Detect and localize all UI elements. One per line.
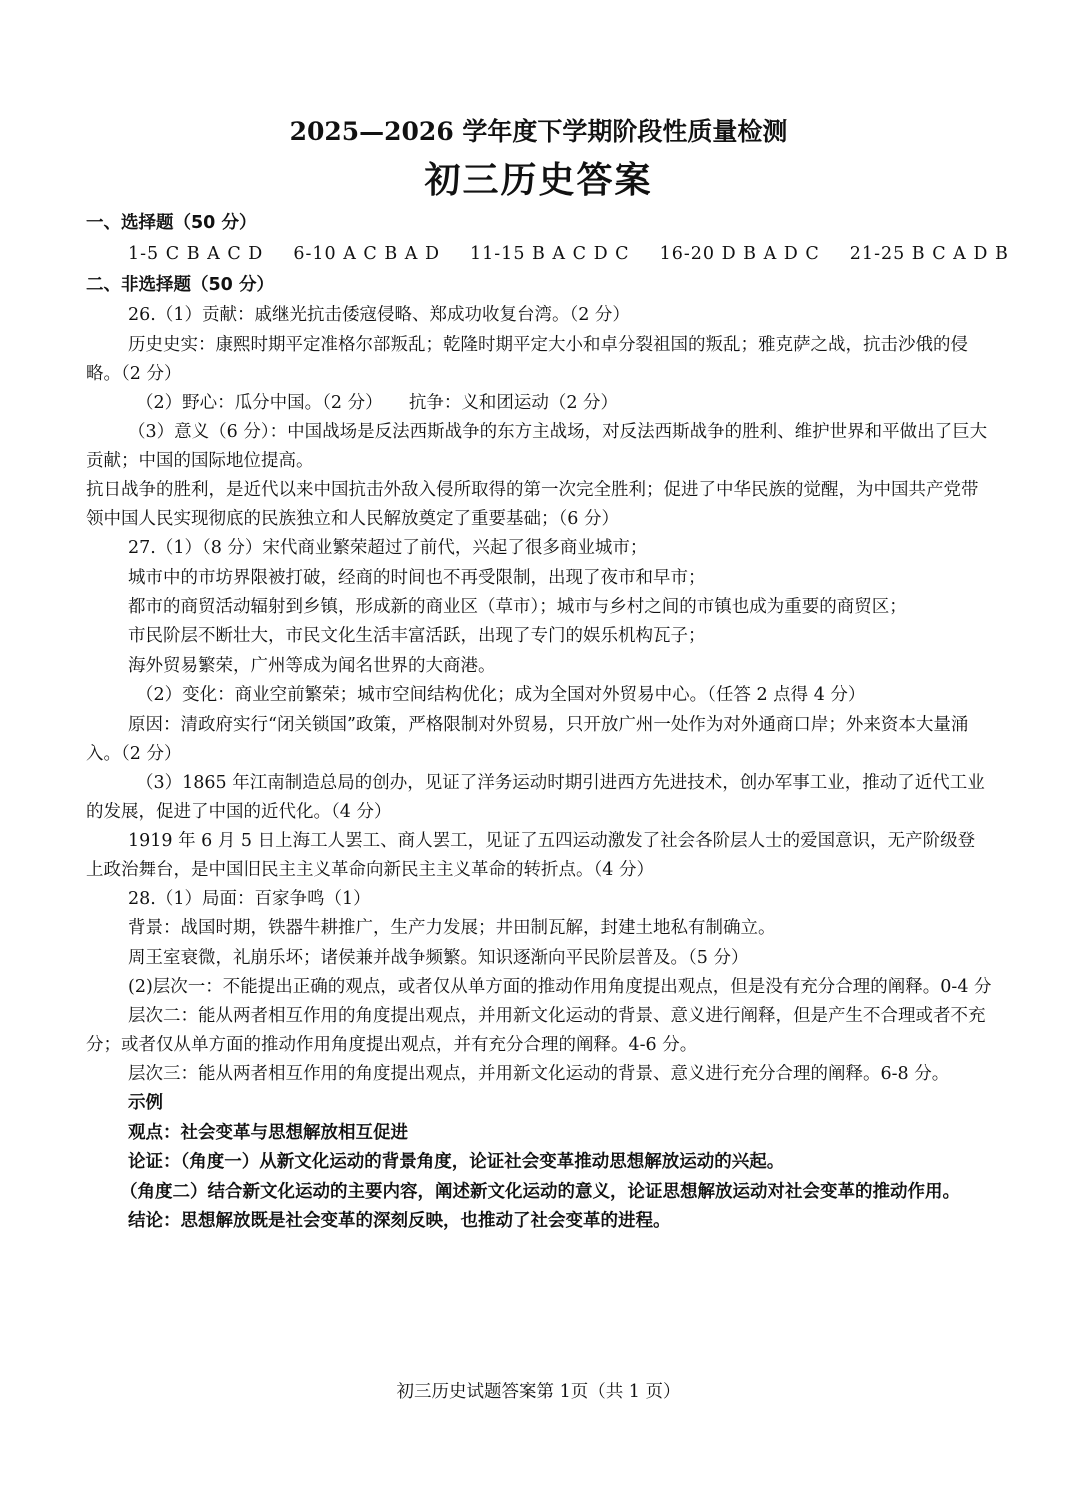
answer-line: 都市的商贸活动辐射到乡镇，形成新的商业区（草市）；城市与乡村之间的市镇也成为重要的商贸区； [128, 597, 907, 617]
answer-line: 市民阶层不断壮大，市民文化生活丰富活跃，出现了专门的娱乐机构瓦子； [128, 626, 706, 646]
answer-line: (2)层次一：不能提出正确的观点，或者仅从单方面的推动作用角度提出观点，但是没有充分合理的阐释。0-4 分 [128, 977, 992, 997]
document-title: 初三历史答案 [424, 159, 653, 201]
answer-line: 26.（1）贡献：戚继光抗击倭寇侵略、郑成功收复台湾。（2 分） [128, 305, 630, 325]
answer-line: （3）1865 年江南制造总局的创办，见证了洋务运动时期引进西方先进技术，创办军事工业，推动了近代工业的发展，促进了中国的近代化。（4 分） [86, 772, 985, 822]
section-heading-choice: 一、选择题（50 分） [86, 213, 257, 233]
answer-line: 历史史实：康熙时期平定准格尔部叛乱；乾隆时期平定大小和卓分裂祖国的叛乱；雅克萨之战，抗击沙俄的侵略。（2 分） [86, 334, 968, 384]
choice-answers [86, 239, 1009, 270]
answer-line: 层次三：能从两者相互作用的角度提出观点，并用新文化运动的背景、意义进行充分合理的阐释。6-8 分。 [128, 1064, 950, 1084]
example-argument-2: （角度二）结合新文化运动的主要内容，阐述新文化运动的意义，论证思想解放运动对社会变革的推动作用。 [120, 1181, 960, 1202]
answer-line: （3）意义（6 分）：中国战场是反法西斯战争的东方主战场，对反法西斯战争的胜利、维护世界和平做出了巨大贡献；中国的国际地位提高。 [86, 422, 988, 471]
example-argument-1: 论证：（角度一）从新文化运动的背景角度，论证社会变革推动思想解放运动的兴起。 [128, 1152, 785, 1172]
answer-line: 抗日战争的胜利，是近代以来中国抗击外敌入侵所取得的第一次完全胜利；促进了中华民族的觉醒，为中国共产党带领中国人民实现彻底的民族独立和人民解放奠定了重要基础；（6 分） [86, 480, 979, 529]
answer-line: 背景：战国时期，铁器牛耕推广，生产力发展；井田制瓦解，封建土地私有制确立。 [128, 918, 776, 938]
answer-line: （2）野心：瓜分中国。（2 分） 抗争：义和团运动（2 分） [136, 392, 619, 413]
answer-content [86, 208, 1009, 1236]
example-label: 示例 [128, 1093, 163, 1113]
answer-line: 周王室衰微，礼崩乐坏；诸侯兼并战争频繁。知识逐渐向平民阶层普及。（5 分） [128, 947, 749, 968]
answer-line: 层次二：能从两者相互作用的角度提出观点，并用新文化运动的背景、意义进行阐释，但是产生不合理或者不充分；或者仅从单方面的推动作用角度提出观点，并有充分合理的阐释。4-6 分。 [86, 1006, 986, 1055]
answer-line: 原因：清政府实行“闭关锁国”政策，严格限制对外贸易，只开放广州一处作为对外通商口岸；外来资本大量涌入。（2 分） [86, 714, 969, 764]
answer-group: 1-5 C B A C D [128, 244, 264, 264]
answer-group: 16-20 D B A D C [659, 244, 820, 264]
answer-line: 28.（1）局面：百家争鸣（1） [128, 888, 371, 909]
answer-group: 6-10 A C B A D [293, 244, 440, 264]
section-heading-nonchoice: 二、非选择题（50 分） [86, 275, 274, 295]
example-viewpoint: 观点：社会变革与思想解放相互促进 [128, 1122, 408, 1143]
answer-line: 城市中的市坊界限被打破，经商的时间也不再受限制，出现了夜市和早市； [128, 567, 706, 588]
example-conclusion: 结论：思想解放既是社会变革的深刻反映，也推动了社会变革的进程。 [128, 1210, 671, 1231]
answer-line: 海外贸易繁荣，广州等成为闻名世界的大商港。 [128, 655, 496, 676]
answer-group: 11-15 B A C D C [470, 244, 630, 264]
answer-line: 1919 年 6 月 5 日上海工人罢工、商人罢工，见证了五四运动激发了社会各阶层人士的爱国意识，无产阶级登上政治舞台，是中国旧民主主义革命向新民主主义革命的转折点。（4 分） [86, 830, 976, 880]
exam-title: 2025—2026 学年度下学期阶段性质量检测 [289, 117, 788, 146]
answer-group: 21-25 B C A D B [849, 244, 1009, 264]
page-footer: 初三历史试题答案第 1页（共 1 页） [396, 1382, 681, 1402]
answer-line: （2）变化：商业空前繁荣；城市空间结构优化；成为全国对外贸易中心。（任答 2 点得 4 分） [136, 685, 866, 705]
answer-line: 27.（1）（8 分）宋代商业繁荣超过了前代，兴起了很多商业城市； [128, 538, 648, 558]
